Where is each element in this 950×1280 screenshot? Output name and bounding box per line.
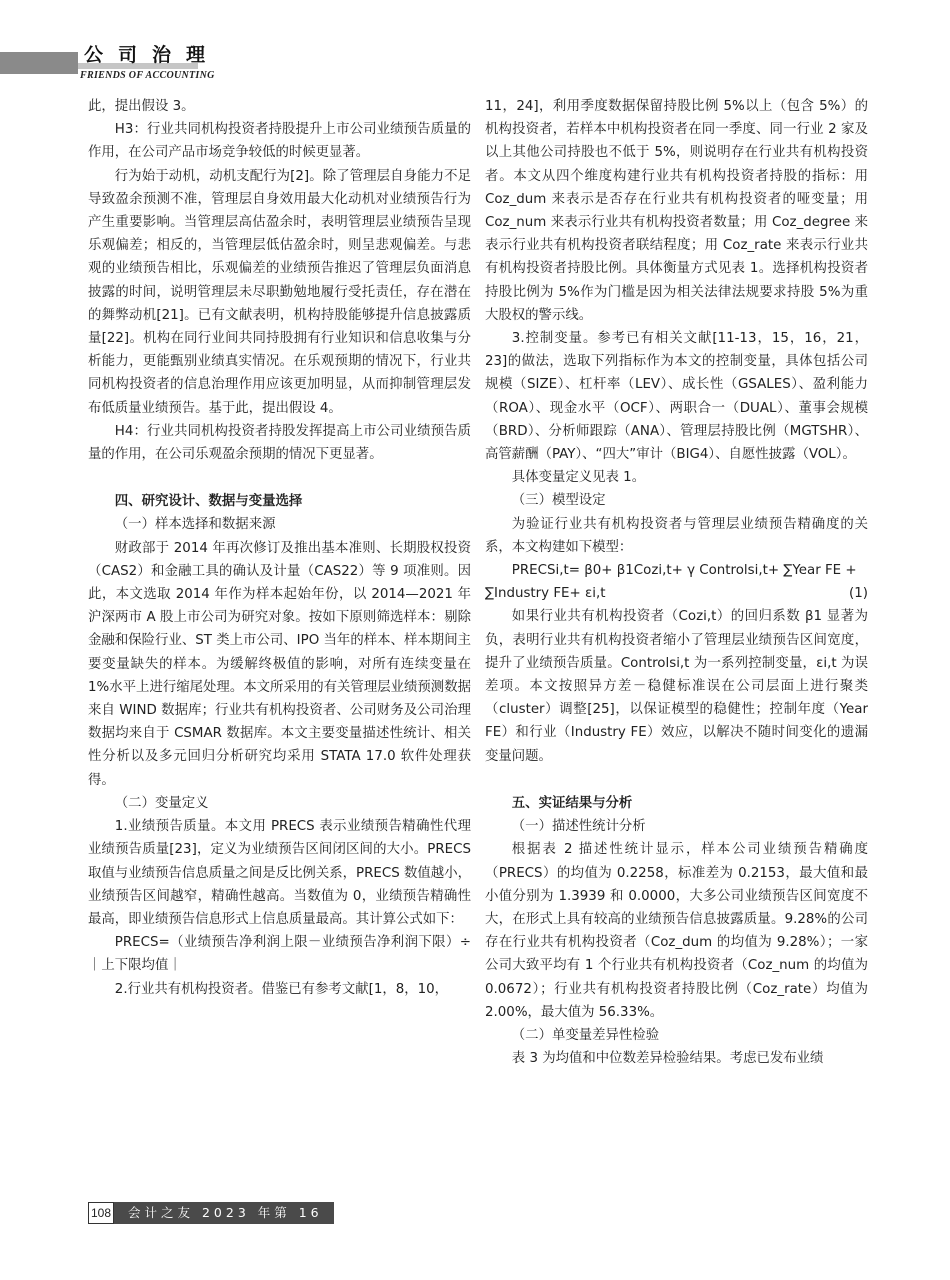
paragraph: 3.控制变量。参考已有相关文献[11-13，15，16，21，23]的做法，选取下列指标作为本文的控制变量，具体包括公司规模（SIZE）、杠杆率（LEV）、成长性（GSALES）、盈利能力（ROA）、现金水平（OCF）、两职合一（DUAL）、董事会规模（BRD）、分析师跟踪（ANA）、管理层持股比例（MGTSHR）、高管薪酬（PAY）、“四大”审计（BIG4）、自愿性披露（VOL）。 <box>485 331 868 463</box>
equation-line: ∑Industry FE+ εi,t <box>485 586 606 602</box>
subsection-heading: （二）变量定义 <box>114 795 209 811</box>
subsection-heading: （三）模型设定 <box>511 493 606 509</box>
hypothesis-h3: H3：行业共同机构投资者持股提升上市公司业绩预告质量的作用，在公司产品市场竞争较低的时候更显著。 <box>88 122 471 161</box>
equation-line: PRECSi,t= β0+ β1Cozi,t+ γ Controlsi,t+ ∑Year FE + <box>511 563 857 579</box>
formula-text: PRECS=（业绩预告净利润上限－业绩预告净利润下限）÷｜上下限均值｜ <box>88 935 471 974</box>
paragraph: 2.行业共有机构投资者。借鉴已有参考文献[1，8，10， <box>114 981 449 997</box>
subsection-heading: （二）单变量差异性检验 <box>511 1027 660 1043</box>
paragraph: 表 3 为均值和中位数差异检验结果。考虑已发布业绩 <box>511 1051 824 1067</box>
paragraph: 具体变量定义见表 1。 <box>511 470 646 486</box>
paragraph: 行为始于动机，动机支配行为[2]。除了管理层自身能力不足导致盈余预测不准，管理层自身效用最大化动机对业绩预告行为产生重要影响。当管理层高估盈余时，表明管理层业绩预告呈现乐观偏差；相反的，当管理层低估盈余时，则呈悲观偏差。与悲观的业绩预告相比，乐观偏差的业绩预告推迟了管理层负面消息披露的时间，说明管理层未尽职勤勉地履行受托责任，存在潜在的舞弊动机[21]。已有文献表明，机构持股能够提升信息披露质量[22]。机构在同行业间共同持股拥有行业知识和信息收集与分析能力，更能甄别业绩真实情况。在乐观预期的情况下，行业共同机构投资者的信息治理作用应该更加明显，从而抑制管理层发布低质量业绩预告。基于此，提出假设 4。 <box>88 168 471 416</box>
hypothesis-h4: H4：行业共同机构投资者持股发挥提高上市公司业绩预告质量的作用，在公司乐观盈余预期的情况下更显著。 <box>88 423 471 463</box>
section-heading: 五、实证结果与分析 <box>511 795 633 811</box>
subsection-heading: （一）描述性统计分析 <box>511 819 646 835</box>
paragraph: 为验证行业共有机构投资者与管理层业绩预告精确度的关系，本文构建如下模型： <box>485 516 868 555</box>
paragraph: 财政部于 2014 年再次修订及推出基本准则、长期股权投资（CAS2）和金融工具的确认及计量（CAS22）等 9 项准则。因此，本文选取 2014 年作为样本起始年份，以 2014—2021 年沪深两市 A 股上市公司为研究对象。按如下原则筛选样本：剔除金融和保险行业、ST 类上市公司、IPO 当年的样本、样本期间主要变量缺失的样本。为缓解终极值的影响，对所有连续变量在 1%水平上进行缩尾处理。本文所采用的有关管理层业绩预测数据来自 WIND 数据库；行业共有机构投资者、公司财务及公司治理数据均来自于 CSMAR 数据库。本文主要变量描述性统计、相关性分析以及多元回归分析研究均采用 STATA 17.0 软件处理获得。 <box>88 540 471 788</box>
equation <box>485 582 868 605</box>
section-heading: 四、研究设计、数据与变量选择 <box>114 494 303 510</box>
paragraph: 此，提出假设 3。 <box>88 99 195 114</box>
journal-name-en: FRIENDS OF ACCOUNTING <box>80 70 215 81</box>
paragraph: 1.业绩预告质量。本文用 PRECS 表示业绩预告精确性代理业绩预告质量[23]，定义为业绩预告区间闭区间的大小。PRECS 取值与业绩预告信息质量之间是反比例关系，PRECS 数值越小，业绩预告区间越窄，精确性越高。当数值为 0，业绩预告精确性最高，即业绩预告信息形式上信息质量最高。其计算公式如下： <box>88 819 471 927</box>
paragraph: 根据表 2 描述性统计显示，样本公司业绩预告精确度（PRECS）的均值为 0.2258，标准差为 0.2153，最大值和最小值分别为 1.3939 和 0.0000，大多公司业绩预告区间宽度不大，在形式上具有较高的业绩预告信息披露质量。9.28%的公司存在行业共有机构投资者（Coz_dum 的均值为 9.28%）；一家公司大致平均有 1 个行业共有机构投资者（Coz_num 的均值为 0.0672）；行业共有机构投资者持股比例（Coz_rate）均值为 2.00%，最大值为 56.33%。 <box>485 842 868 1020</box>
journal-section-title: 公司治理 <box>84 44 221 66</box>
journal-issue: 会计之友 2023 年第 16 期 <box>114 1202 334 1224</box>
subsection-heading: （一）样本选择和数据来源 <box>114 517 276 533</box>
paragraph: 如果行业共有机构投资者（Cozi,t）的回归系数 β1 显著为负，表明行业共有机构投资者缩小了管理层业绩预告区间宽度，提升了业绩预告质量。Controlsi,t 为一系列控制变量，εi,t 为误差项。本文按照异方差－稳健标准误在公司层面上进行聚类（cluster）调整[25]，以保证模型的稳健性；控制年度（Year FE）和行业（Industry FE）效应，以解决不随时间变化的遗漏变量问题。 <box>485 609 868 764</box>
equation-number: (1) <box>849 586 868 602</box>
left-column <box>88 95 471 1001</box>
right-column <box>485 95 868 1070</box>
paragraph: 11，24]，利用季度数据保留持股比例 5%以上（包含 5%）的机构投资者，若样本中机构投资者在同一季度、同一行业 2 家及以上其他公司持股也不低于 5%，则说明存在行业共有机构投资者。本文从四个维度构建行业共有机构投资者持股的指标：用 Coz_dum 来表示是否存在行业共有机构投资者的哑变量；用 Coz_num 来表示行业共有机构投资者数量；用 Coz_degree 来表示行业共有机构投资者联结程度；用 Coz_rate 来表示行业共有机构投资者持股比例。具体衡量方式见表 1。选择机构投资者持股比例为 5%作为门槛是因为相关法律法规要求持股 5%为重大股权的警示线。 <box>485 99 868 323</box>
header-band <box>0 52 78 74</box>
page-number: 108 <box>88 1202 114 1224</box>
